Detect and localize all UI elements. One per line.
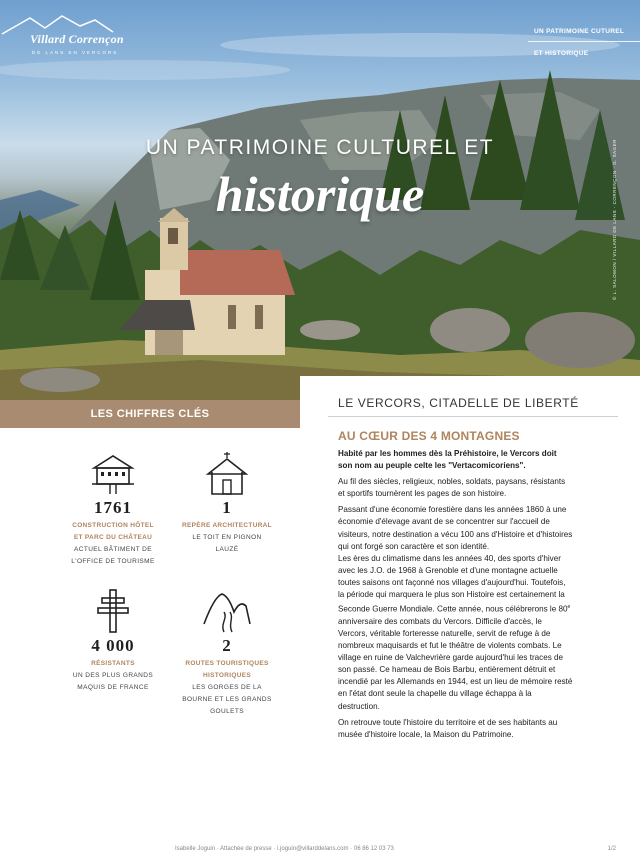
footer-contact[interactable]: Isabelle Joguin · Attachée de presse · i.joguin@villarddelans.com · 06 86 12 03 73 (175, 846, 394, 852)
chapel-icon (202, 450, 252, 496)
figure-card-4000 (58, 588, 168, 694)
lorraine-cross-icon (88, 588, 138, 634)
figure-label: CONSTRUCTION HÔTEL ET PARC DU CHÂTEAU (72, 522, 154, 541)
page-number: 1/2 (607, 846, 616, 852)
photo-credit: © L. SALOMON / VILLARD DE LANS - CORRENÇON · G. SAGER (612, 139, 617, 300)
section-nav (528, 28, 640, 57)
figure-number: 1761 (94, 498, 132, 517)
figure-description: LE TOIT EN PIGNON LAUZÉ (192, 534, 262, 553)
key-figures-band: LES CHIFFRES CLÉS (0, 400, 300, 428)
article-title: LE VERCORS, CITADELLE DE LIBERTÉ (338, 396, 579, 410)
figure-label: ROUTES TOURISTIQUES HISTORIQUES (185, 660, 269, 679)
brand-tagline: DE LANS EN VERCORS (32, 50, 119, 55)
hero-title: UN PATRIMOINE CULTUREL ET (145, 136, 495, 159)
article-paragraph: Passant d'une économie forestière dans les années 1860 à une économie d'élevage avant de se concentrer sur l'accueil de visiteurs, notre destination a vécu 100 ans d'Histoire et d'histoires qui ont forgé son caractère et son identité. (338, 505, 573, 551)
figure-number: 4 000 (91, 636, 135, 655)
article-body (338, 448, 573, 745)
figure-number: 1 (222, 498, 232, 517)
section-nav-line1: UN PATRIMOINE CUTUREL (528, 28, 640, 42)
section-nav-line2: ET HISTORIQUE (534, 50, 589, 57)
hotel-building-icon (88, 450, 138, 496)
figure-description: LES GORGES DE LA BOURNE ET LES GRANDS GOULETS (182, 684, 272, 715)
figure-card-1761 (58, 450, 168, 568)
figure-label: RÉSISTANTS (91, 660, 135, 667)
hero-photo (0, 0, 640, 400)
article-paragraph: Au fil des siècles, religieux, nobles, soldats, paysans, résistants et sportifs tournèrent les pages de son histoire. (338, 477, 566, 499)
gorge-road-icon (202, 588, 252, 634)
footer (0, 844, 640, 854)
figure-number: 2 (222, 636, 232, 655)
figure-card-2 (172, 588, 282, 718)
figure-description: UN DES PLUS GRANDS MAQUIS DE FRANCE (72, 672, 154, 691)
article-paragraph: On retrouve toute l'histoire du territoire et de ses habitants au musée d'histoire locale, la Maison du Patrimoine. (338, 717, 558, 739)
article-panel (300, 376, 640, 854)
figure-card-1 (172, 450, 282, 556)
article-subtitle: AU CŒUR DES 4 MONTAGNES (338, 429, 520, 443)
title-divider (328, 416, 618, 417)
hero-script-title: historique (215, 166, 425, 222)
figure-description: ACTUEL BÂTIMENT DE L'OFFICE DE TOURISME (71, 546, 155, 565)
brand-logo[interactable]: Villard Corrençon (30, 32, 124, 46)
article-lead: Habité par les hommes dès la Préhistoire, le Vercors doit son nom au peuple celte les "Vertacomicoriens". (338, 449, 557, 471)
figure-label: REPÈRE ARCHITECTURAL (182, 522, 272, 529)
article-paragraph: Les ères du climatisme dans les années 40, des sports d'hiver avec les J.O. de 1968 à Grenoble et d'une montagne actuelle toutes saisons ont façonné nos villages d'aujourd'hui. Toutefois, la période qui marquera le plus son Histoire est certainement la Seconde Guerre Mondiale. Cette année, nous célébrerons le 80e anniversaire des combats du Vercors. Difficile d'accès, le Vercors, véritable forteresse naturelle, servit de refuge à de nombreux maquisards et fut le théâtre de violents combats. Le village en ruine de Valchevrière garde aujourd'hui les traces de son passé. Ce hameau de Bois Barbu, entièrement détruit et incendié par les Allemands en 1944, est un lieu de mémoire resté en l'état dont seule la chapelle du village échappa à la destruction. (338, 553, 573, 711)
